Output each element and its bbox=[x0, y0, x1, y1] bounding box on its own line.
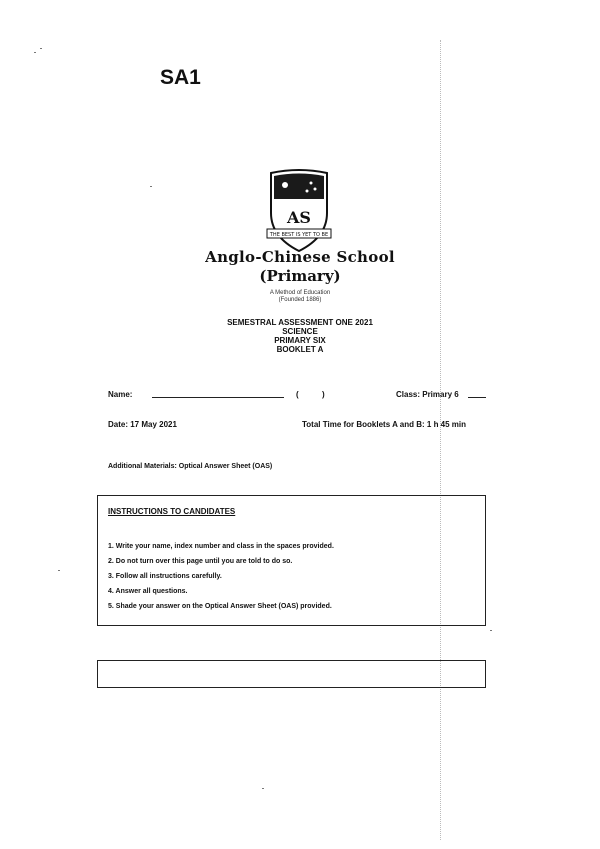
assessment-tag: SA1 bbox=[160, 66, 201, 89]
instruction-item: 2. Do not turn over this page until you are told to do so. bbox=[108, 558, 293, 565]
exam-booklet: BOOKLET A bbox=[276, 345, 324, 354]
exam-title: SEMESTRAL ASSESSMENT ONE 2021 bbox=[227, 318, 373, 327]
exam-heading bbox=[0, 318, 600, 354]
scan-speck bbox=[34, 52, 36, 53]
school-crest-logo bbox=[265, 165, 333, 255]
school-motto: A Method of Education (Founded 1886) bbox=[269, 290, 331, 303]
index-open-paren: ( bbox=[296, 390, 299, 399]
instruction-item: 4. Answer all questions. bbox=[108, 588, 188, 595]
instructions-title: INSTRUCTIONS TO CANDIDATES bbox=[108, 507, 236, 516]
scan-speck bbox=[58, 570, 60, 571]
instructions-box bbox=[97, 495, 486, 626]
exam-subject: SCIENCE bbox=[282, 327, 318, 336]
class-field[interactable] bbox=[468, 397, 486, 398]
marks-box bbox=[97, 660, 486, 688]
name-label: Name: bbox=[108, 390, 133, 399]
scan-speck bbox=[490, 630, 492, 631]
time-label: Total Time for Booklets A and B: 1 h 45 min bbox=[302, 420, 467, 429]
scan-speck bbox=[150, 186, 152, 187]
scan-speck bbox=[262, 788, 264, 789]
instruction-item: 5. Shade your answer on the Optical Answer Sheet (OAS) provided. bbox=[108, 603, 332, 610]
instruction-item: 3. Follow all instructions carefully. bbox=[108, 573, 222, 580]
name-field[interactable] bbox=[152, 397, 284, 398]
fold-line bbox=[440, 40, 441, 840]
class-label: Class: Primary 6 bbox=[396, 390, 459, 399]
svg-text:THE BEST IS YET TO BE: THE BEST IS YET TO BE bbox=[269, 232, 329, 238]
date-label: Date: 17 May 2021 bbox=[108, 420, 177, 429]
school-name: Anglo-Chinese School bbox=[205, 248, 395, 266]
svg-text:AS: AS bbox=[287, 208, 311, 227]
instruction-item: 1. Write your name, index number and class in the spaces provided. bbox=[108, 543, 334, 550]
exam-level: PRIMARY SIX bbox=[274, 336, 326, 345]
school-subtitle: (Primary) bbox=[259, 267, 341, 285]
materials-label: Additional Materials: Optical Answer Sheet (OAS) bbox=[108, 463, 273, 470]
index-close-paren: ) bbox=[322, 390, 325, 399]
scan-speck bbox=[40, 48, 42, 49]
